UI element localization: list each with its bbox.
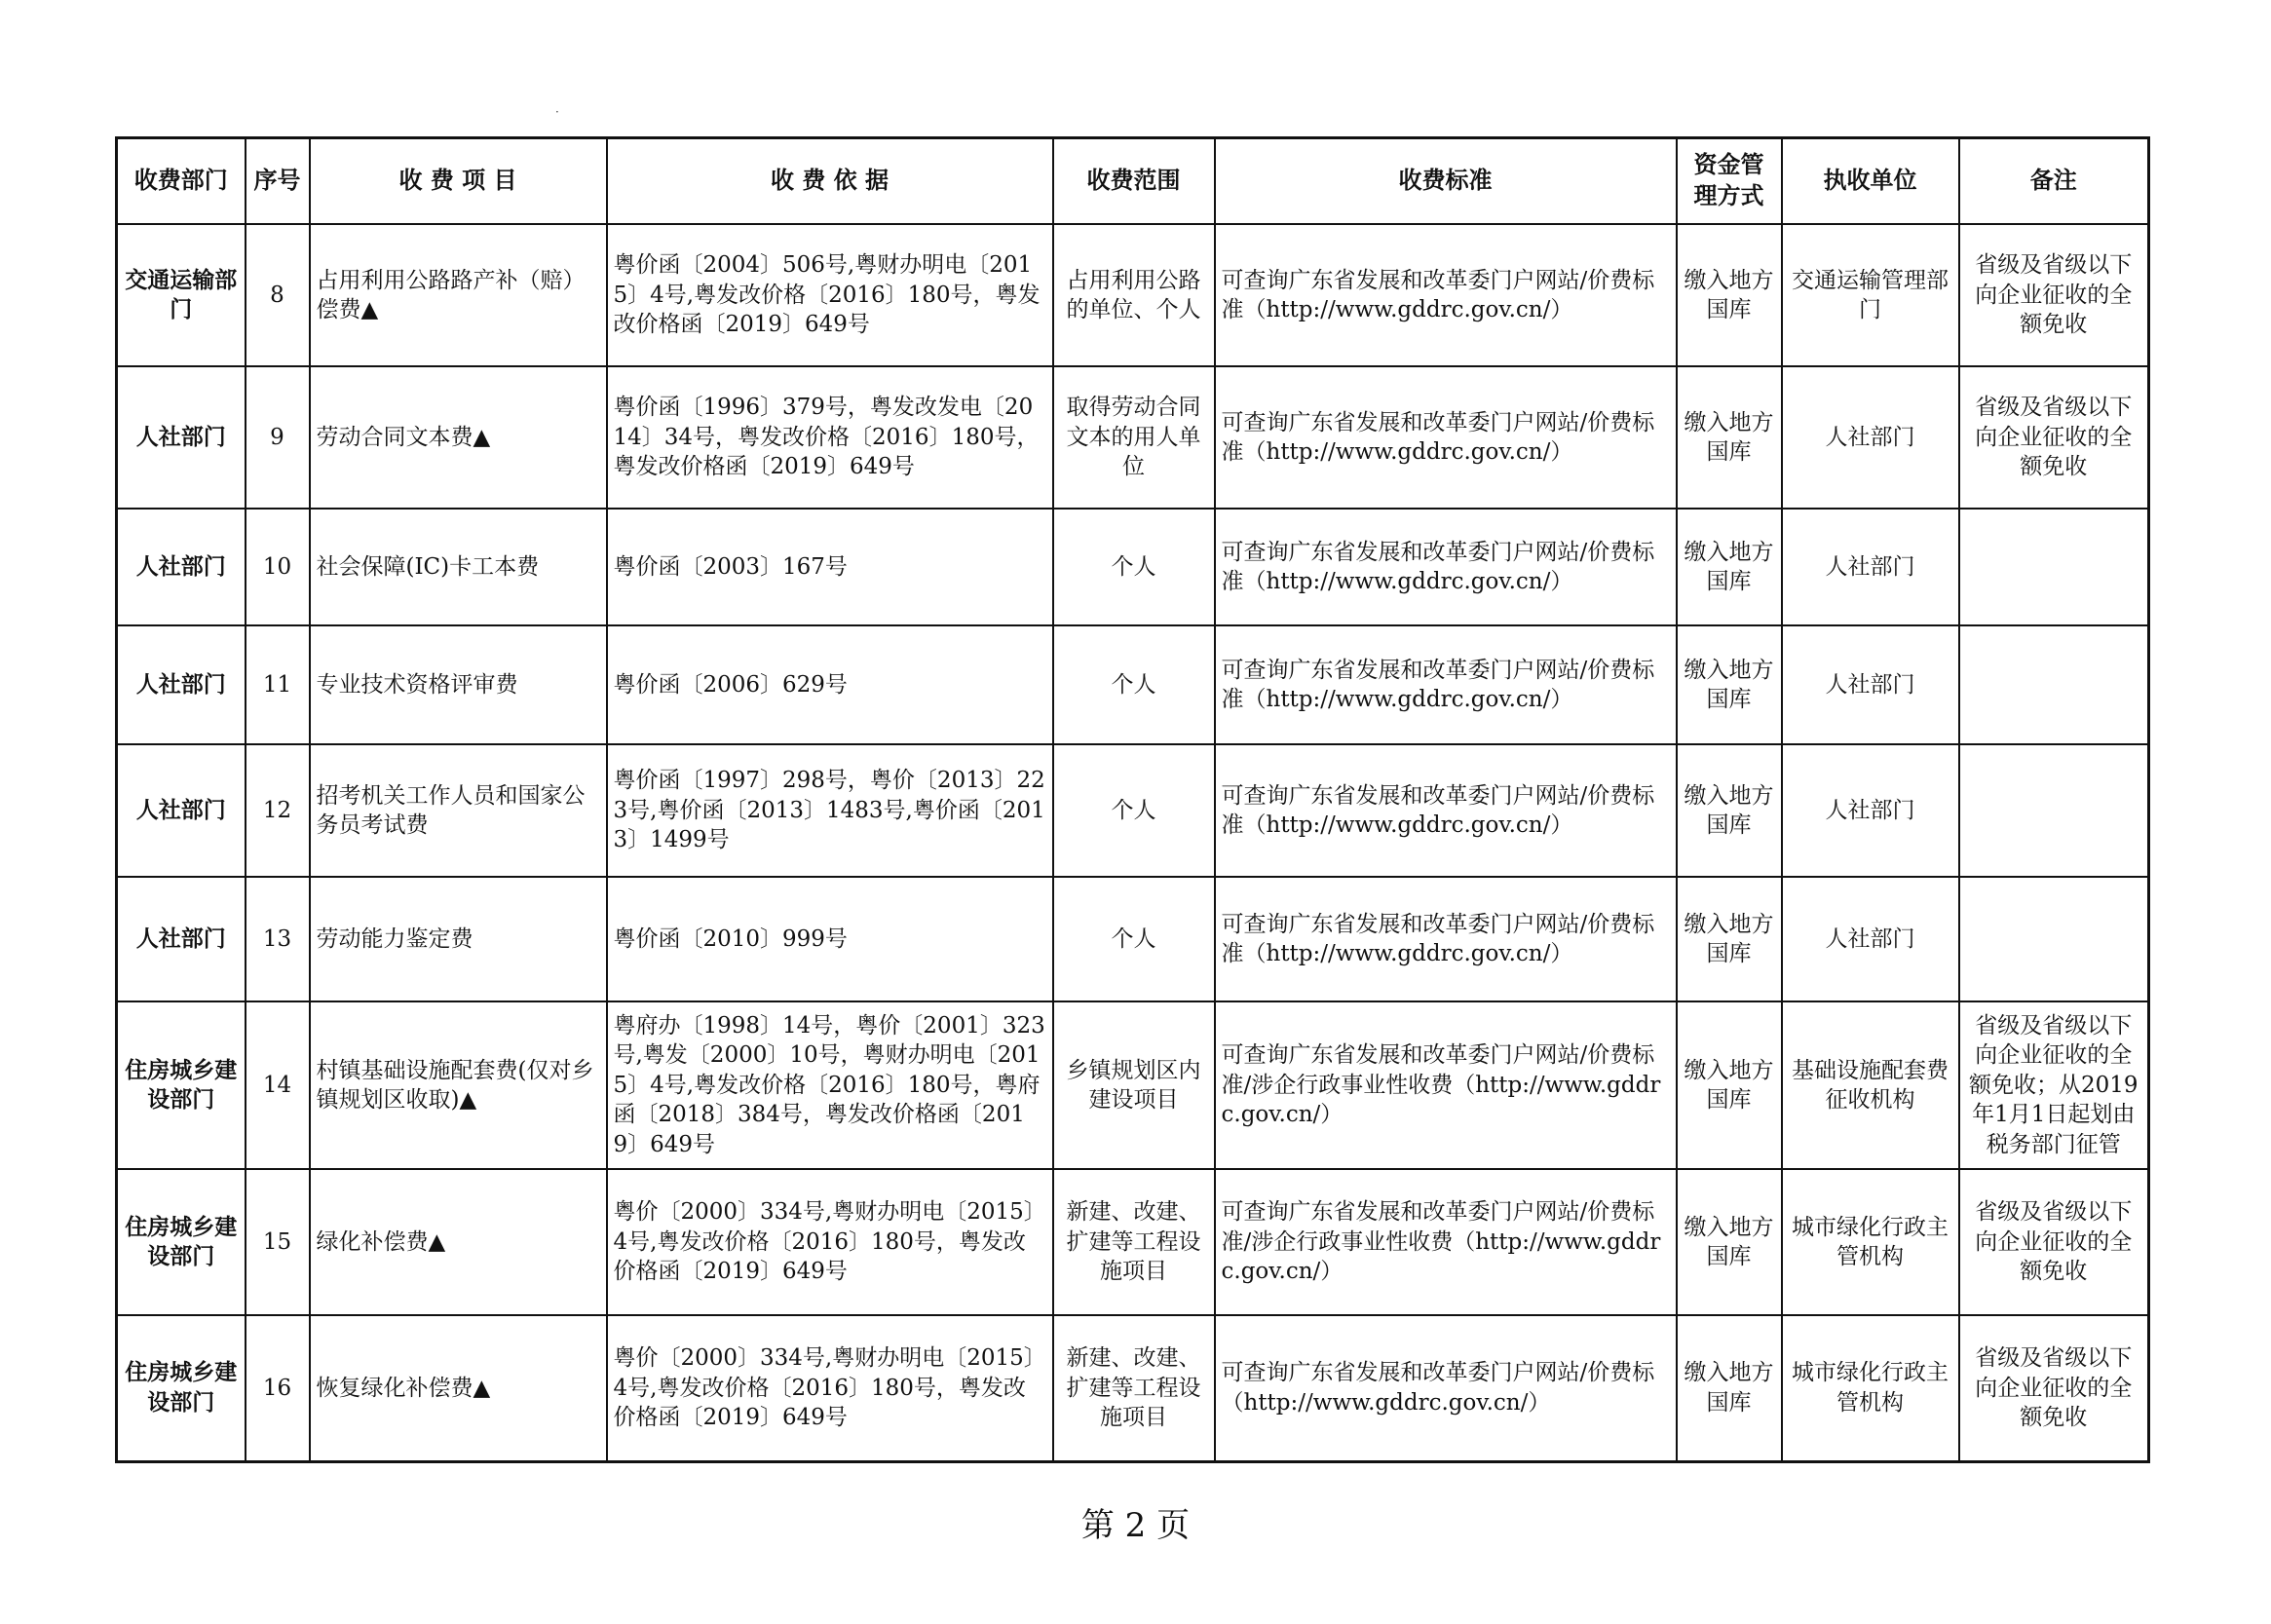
- cell-item: 社会保障(IC)卡工本费: [310, 509, 607, 625]
- cell-dept: 交通运输部门: [117, 224, 246, 366]
- fee-table: [115, 136, 2150, 1463]
- cell-note: 省级及省级以下向企业征收的全额免收: [1959, 366, 2149, 509]
- cell-basis: 粤价〔2000〕334号,粤财办明电〔2015〕4号,粤发改价格〔2016〕180号，粤发改价格函〔2019〕649号: [607, 1315, 1053, 1461]
- cell-scope: 取得劳动合同文本的用人单位: [1053, 366, 1215, 509]
- cell-note: [1959, 625, 2149, 744]
- table-header-row: [117, 138, 2149, 225]
- cell-note: 省级及省级以下向企业征收的全额免收: [1959, 1169, 2149, 1315]
- cell-item: 村镇基础设施配套费(仅对乡镇规划区收取)▲: [310, 1001, 607, 1169]
- cell-basis: 粤价〔2000〕334号,粤财办明电〔2015〕4号,粤发改价格〔2016〕180号，粤发改价格函〔2019〕649号: [607, 1169, 1053, 1315]
- cell-basis: 粤价函〔2004〕506号,粤财办明电〔2015〕4号,粤发改价格〔2016〕180号，粤发改价格函〔2019〕649号: [607, 224, 1053, 366]
- cell-dept: 人社部门: [117, 366, 246, 509]
- cell-note: [1959, 744, 2149, 877]
- cell-collector: 基础设施配套费征收机构: [1782, 1001, 1959, 1169]
- cell-collector: 人社部门: [1782, 625, 1959, 744]
- cell-dept: 住房城乡建设部门: [117, 1001, 246, 1169]
- cell-fund: 缴入地方国库: [1677, 625, 1782, 744]
- cell-item: 恢复绿化补偿费▲: [310, 1315, 607, 1461]
- cell-item: 招考机关工作人员和国家公务员考试费: [310, 744, 607, 877]
- cell-scope: 乡镇规划区内建设项目: [1053, 1001, 1215, 1169]
- cell-dept: 人社部门: [117, 625, 246, 744]
- header-seq: 序号: [246, 138, 310, 225]
- cell-fund: 缴入地方国库: [1677, 877, 1782, 1001]
- cell-seq: 12: [246, 744, 310, 877]
- table-row: [117, 366, 2149, 509]
- header-item: 收 费 项 目: [310, 138, 607, 225]
- table-row: [117, 1001, 2149, 1169]
- cell-standard: 可查询广东省发展和改革委门户网站/价费标准（http://www.gddrc.gov.cn/）: [1215, 877, 1677, 1001]
- cell-dept: 人社部门: [117, 877, 246, 1001]
- cell-seq: 13: [246, 877, 310, 1001]
- cell-collector: 人社部门: [1782, 366, 1959, 509]
- cell-scope: 个人: [1053, 625, 1215, 744]
- header-dept: 收费部门: [117, 138, 246, 225]
- cell-item: 绿化补偿费▲: [310, 1169, 607, 1315]
- cell-item: 占用利用公路路产补（赔）偿费▲: [310, 224, 607, 366]
- cell-seq: 11: [246, 625, 310, 744]
- table-row: [117, 877, 2149, 1001]
- cell-scope: 占用利用公路的单位、个人: [1053, 224, 1215, 366]
- scan-speck: ·: [555, 105, 559, 119]
- cell-item: 劳动合同文本费▲: [310, 366, 607, 509]
- cell-collector: 城市绿化行政主管机构: [1782, 1315, 1959, 1461]
- cell-fund: 缴入地方国库: [1677, 744, 1782, 877]
- cell-note: 省级及省级以下向企业征收的全额免收；从2019年1月1日起划由税务部门征管: [1959, 1001, 2149, 1169]
- cell-fund: 缴入地方国库: [1677, 1315, 1782, 1461]
- cell-basis: 粤价函〔2010〕999号: [607, 877, 1053, 1001]
- cell-standard: 可查询广东省发展和改革委门户网站/价费标准/涉企行政事业性收费（http://www.gddrc.gov.cn/）: [1215, 1169, 1677, 1315]
- cell-standard: 可查询广东省发展和改革委门户网站/价费标准（http://www.gddrc.gov.cn/）: [1215, 744, 1677, 877]
- cell-note: [1959, 509, 2149, 625]
- cell-fund: 缴入地方国库: [1677, 1169, 1782, 1315]
- page-number: 第 2 页: [1080, 1506, 1191, 1545]
- cell-fund: 缴入地方国库: [1677, 224, 1782, 366]
- cell-seq: 16: [246, 1315, 310, 1461]
- cell-note: 省级及省级以下向企业征收的全额免收: [1959, 224, 2149, 366]
- cell-basis: 粤价函〔2003〕167号: [607, 509, 1053, 625]
- cell-dept: 住房城乡建设部门: [117, 1315, 246, 1461]
- cell-standard: 可查询广东省发展和改革委门户网站/价费标准（http://www.gddrc.gov.cn/）: [1215, 509, 1677, 625]
- table-row: [117, 625, 2149, 744]
- cell-item: 劳动能力鉴定费: [310, 877, 607, 1001]
- header-fund: 资金管理方式: [1677, 138, 1782, 225]
- cell-scope: 新建、改建、扩建等工程设施项目: [1053, 1315, 1215, 1461]
- cell-collector: 城市绿化行政主管机构: [1782, 1169, 1959, 1315]
- cell-standard: 可查询广东省发展和改革委门户网站/价费标准（http://www.gddrc.gov.cn/）: [1215, 224, 1677, 366]
- cell-standard: 可查询广东省发展和改革委门户网站/价费标（http://www.gddrc.gov.cn/）: [1215, 1315, 1677, 1461]
- table-row: [117, 509, 2149, 625]
- cell-standard: 可查询广东省发展和改革委门户网站/价费标准（http://www.gddrc.gov.cn/）: [1215, 366, 1677, 509]
- cell-collector: 人社部门: [1782, 509, 1959, 625]
- cell-dept: 人社部门: [117, 509, 246, 625]
- cell-scope: 个人: [1053, 509, 1215, 625]
- cell-standard: 可查询广东省发展和改革委门户网站/价费标准/涉企行政事业性收费（http://www.gddrc.gov.cn/）: [1215, 1001, 1677, 1169]
- table-row: [117, 744, 2149, 877]
- cell-seq: 14: [246, 1001, 310, 1169]
- header-basis: 收 费 依 据: [607, 138, 1053, 225]
- cell-dept: 人社部门: [117, 744, 246, 877]
- header-standard: 收费标准: [1215, 138, 1677, 225]
- cell-basis: 粤价函〔2006〕629号: [607, 625, 1053, 744]
- cell-scope: 个人: [1053, 877, 1215, 1001]
- cell-scope: 个人: [1053, 744, 1215, 877]
- cell-scope: 新建、改建、扩建等工程设施项目: [1053, 1169, 1215, 1315]
- cell-seq: 10: [246, 509, 310, 625]
- table-row: [117, 1315, 2149, 1461]
- table-row: [117, 224, 2149, 366]
- cell-seq: 15: [246, 1169, 310, 1315]
- table-row: [117, 1169, 2149, 1315]
- cell-collector: 人社部门: [1782, 744, 1959, 877]
- cell-seq: 9: [246, 366, 310, 509]
- cell-note: 省级及省级以下向企业征收的全额免收: [1959, 1315, 2149, 1461]
- cell-item: 专业技术资格评审费: [310, 625, 607, 744]
- cell-note: [1959, 877, 2149, 1001]
- cell-fund: 缴入地方国库: [1677, 1001, 1782, 1169]
- cell-fund: 缴入地方国库: [1677, 366, 1782, 509]
- header-collector: 执收单位: [1782, 138, 1959, 225]
- cell-basis: 粤价函〔1996〕379号，粤发改发电〔2014〕34号，粤发改价格〔2016〕180号，粤发改价格函〔2019〕649号: [607, 366, 1053, 509]
- header-scope: 收费范围: [1053, 138, 1215, 225]
- cell-collector: 交通运输管理部门: [1782, 224, 1959, 366]
- cell-collector: 人社部门: [1782, 877, 1959, 1001]
- cell-standard: 可查询广东省发展和改革委门户网站/价费标准（http://www.gddrc.gov.cn/）: [1215, 625, 1677, 744]
- cell-basis: 粤价函〔1997〕298号，粤价〔2013〕223号,粤价函〔2013〕1483号,粤价函〔2013〕1499号: [607, 744, 1053, 877]
- cell-basis: 粤府办〔1998〕14号，粤价〔2001〕323号,粤发〔2000〕10号，粤财办明电〔2015〕4号,粤发改价格〔2016〕180号，粤府函〔2018〕384号，粤发改价格函〔2019〕649号: [607, 1001, 1053, 1169]
- cell-fund: 缴入地方国库: [1677, 509, 1782, 625]
- cell-dept: 住房城乡建设部门: [117, 1169, 246, 1315]
- cell-seq: 8: [246, 224, 310, 366]
- header-note: 备注: [1959, 138, 2149, 225]
